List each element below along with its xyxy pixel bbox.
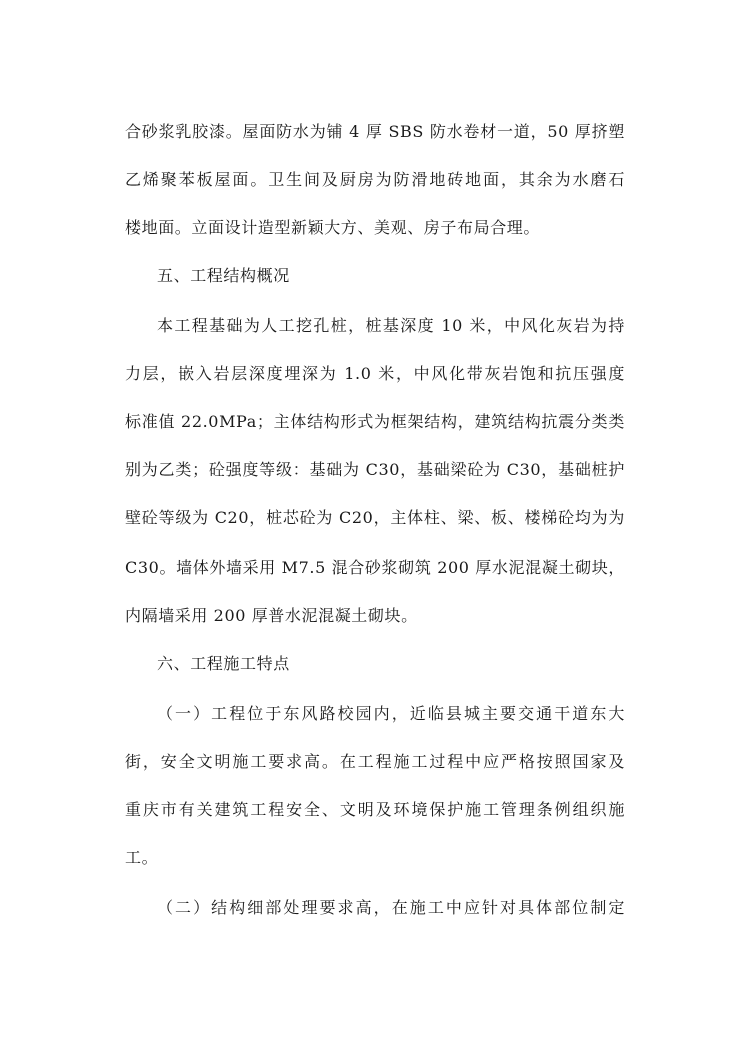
paragraph-line: 内隔墙采用 200 厚普水泥混凝土砌块。 — [125, 606, 418, 625]
paragraph-line: 工。 — [125, 848, 159, 867]
paragraph-line: （二）结构细部处理要求高，在施工中应针对具体部位制定 — [157, 898, 625, 917]
paragraph-line: 乙烯聚苯板屋面。卫生间及厨房为防滑地砖地面，其余为水磨石 — [125, 170, 625, 189]
paragraph-line: 楼地面。立面设计造型新颖大方、美观、房子布局合理。 — [125, 218, 541, 237]
paragraph-line: 标准值 22.0MPa；主体结构形式为框架结构，建筑结构抗震分类类 — [125, 412, 625, 431]
paragraph-line: 力层，嵌入岩层深度埋深为 1.0 米，中风化带灰岩饱和抗压强度 — [125, 364, 625, 383]
paragraph-line: 本工程基础为人工挖孔桩，桩基深度 10 米，中风化灰岩为持 — [157, 316, 625, 335]
paragraph-line: C30。墙体外墙采用 M7.5 混合砂浆砌筑 200 厚水泥混凝土砌块， — [125, 558, 625, 577]
paragraph-line: 合砂浆乳胶漆。屋面防水为铺 4 厚 SBS 防水卷材一道，50 厚挤塑 — [125, 122, 625, 141]
section-heading: 六、工程施工特点 — [157, 654, 290, 673]
section-heading: 五、工程结构概况 — [157, 266, 290, 285]
paragraph-line: 街，安全文明施工要求高。在工程施工过程中应严格按照国家及 — [125, 752, 625, 771]
paragraph-line: 重庆市有关建筑工程安全、文明及环境保护施工管理条例组织施 — [125, 800, 625, 819]
paragraph-line: （一）工程位于东风路校园内，近临县城主要交通干道东大 — [157, 704, 625, 723]
paragraph-line: 壁砼等级为 C20，桩芯砼为 C20，主体柱、梁、板、楼梯砼均为为 — [125, 508, 625, 527]
paragraph-line: 别为乙类；砼强度等级：基础为 C30，基础梁砼为 C30，基础桩护 — [125, 460, 625, 479]
